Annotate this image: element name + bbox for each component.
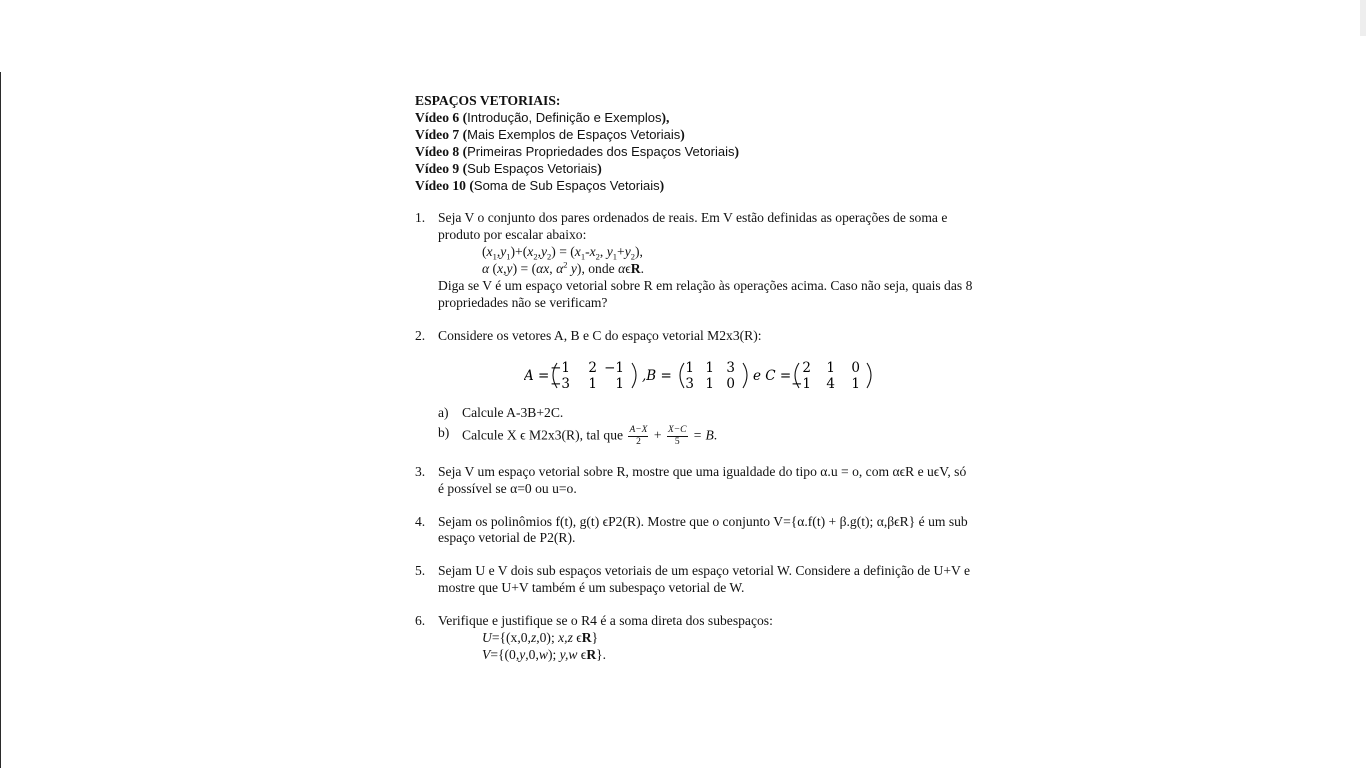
question-1-ask: Diga se V é um espaço vetorial sobre R em relação às operações acima. Caso não seja, quais das 8 propriedades não se verificam? xyxy=(438,278,973,310)
video-list xyxy=(415,110,975,195)
window-left-edge xyxy=(0,72,1,768)
document-page xyxy=(415,93,975,664)
scrollbar[interactable] xyxy=(1360,0,1366,36)
matrix-a-right-paren xyxy=(632,363,636,388)
matrix-entry: 1 xyxy=(851,375,860,392)
question-6 xyxy=(415,613,975,664)
matrix-entry: 4 xyxy=(826,375,835,392)
matrix-c xyxy=(791,360,860,392)
matrix-entry: 3 xyxy=(685,375,694,392)
matrix-c-right-paren xyxy=(867,363,871,388)
matrix-equation xyxy=(438,351,975,399)
sum-definition: $(x_1,y_1)+(x_2,y_2) = (x_1-x_2$, $y_1+y_2$), xyxy=(482,244,643,262)
subspace-u: U={(x,0,z,0); x,z ϵR} xyxy=(482,630,599,646)
question-2 xyxy=(415,328,975,448)
video-item: Vídeo 6 (Introdução, Definição e Exemplos), xyxy=(415,109,670,125)
matrix-a-label: A = xyxy=(524,367,550,384)
video-item: Vídeo 8 (Primeiras Propriedades dos Espaços Vetoriais) xyxy=(415,143,739,159)
question-number: 2. xyxy=(415,327,426,343)
question-1-intro: Seja V o conjunto dos pares ordenados de reais. Em V estão definidas as operações de soma e produto por escalar abaixo: xyxy=(438,210,948,243)
fraction-a-minus-x: $\frac{A-X}{2}$ xyxy=(629,424,648,447)
question-4 xyxy=(415,514,975,548)
fraction-x-minus-c: $\frac{X-C}{5}$ xyxy=(667,424,687,447)
matrix-b-right-paren xyxy=(743,363,747,388)
matrix-entry: −1 xyxy=(604,359,624,376)
matrix-c-label: e C = xyxy=(753,367,792,384)
matrix-entry: −1 xyxy=(791,375,811,392)
question-3 xyxy=(415,464,975,498)
matrix-entry: 0 xyxy=(726,375,735,392)
matrices-svg xyxy=(524,355,894,395)
matrix-entry: −1 xyxy=(550,359,570,376)
question-1 xyxy=(415,210,975,311)
matrix-b xyxy=(685,360,735,392)
matrix-entry: 1 xyxy=(588,375,597,392)
matrix-entry: 2 xyxy=(802,359,811,376)
question-2-intro: Considere os vetores A, B e C do espaço vetorial M2x3(R): xyxy=(438,327,762,343)
question-2b: b) Calcule X ϵ M2x3(R), tal que $\frac{A-X}{2}$ + $\frac{X-C}{5}$ = B. xyxy=(438,424,718,447)
matrix-entry: 0 xyxy=(851,359,860,376)
matrix-entry: 3 xyxy=(726,359,735,376)
document-title: ESPAÇOS VETORIAIS: xyxy=(415,93,561,108)
question-2a: a) Calcule A-3B+2C. xyxy=(438,404,564,420)
video-item: Vídeo 7 (Mais Exemplos de Espaços Vetoriais) xyxy=(415,126,685,142)
question-number: 4. xyxy=(415,513,426,529)
question-3-text: Seja V um espaço vetorial sobre R, mostre que uma igualdade do tipo α.u = o, com αϵR e uϵV, só é possível se α=0 ou u=o. xyxy=(438,463,967,496)
matrix-entry: 1 xyxy=(615,375,624,392)
video-item: Vídeo 10 (Soma de Sub Espaços Vetoriais) xyxy=(415,177,665,193)
question-5 xyxy=(415,563,975,597)
matrix-entry: 1 xyxy=(826,359,835,376)
question-number: 6. xyxy=(415,613,426,629)
matrix-b-label: ,B = xyxy=(642,367,672,384)
matrix-entry: 2 xyxy=(588,359,597,376)
question-number: 3. xyxy=(415,463,426,479)
question-6-text: Verifique e justifique se o R4 é a soma direta dos subespaços: xyxy=(438,613,773,629)
matrix-entry: 1 xyxy=(705,375,714,392)
matrix-entry: −3 xyxy=(550,375,570,392)
matrix-entry: 1 xyxy=(685,359,694,376)
question-number: 5. xyxy=(415,563,426,579)
matrix-entry: 1 xyxy=(705,359,714,376)
subspace-v: V={(0,y,0,w); y,w ϵR}. xyxy=(482,646,607,662)
matrix-b-left-paren xyxy=(680,363,684,388)
video-item: Vídeo 9 (Sub Espaços Vetoriais) xyxy=(415,160,602,176)
question-5-text: Sejam U e V dois sub espaços vetoriais de um espaço vetorial W. Considere a definição de U+V e mostre que U+V também é um subespaço vetorial de W. xyxy=(438,563,971,596)
question-number: 1. xyxy=(415,210,426,226)
matrix-a xyxy=(550,360,624,392)
question-4-text: Sejam os polinômios f(t), g(t) ϵP2(R). Mostre que o conjunto V={α.f(t) + β.g(t); α,βϵR} é um sub espaço vetorial de P2(R). xyxy=(438,513,968,546)
scalar-definition: α (x,y) = (αx, $\alpha^2$ y), onde αϵR. xyxy=(482,259,644,277)
